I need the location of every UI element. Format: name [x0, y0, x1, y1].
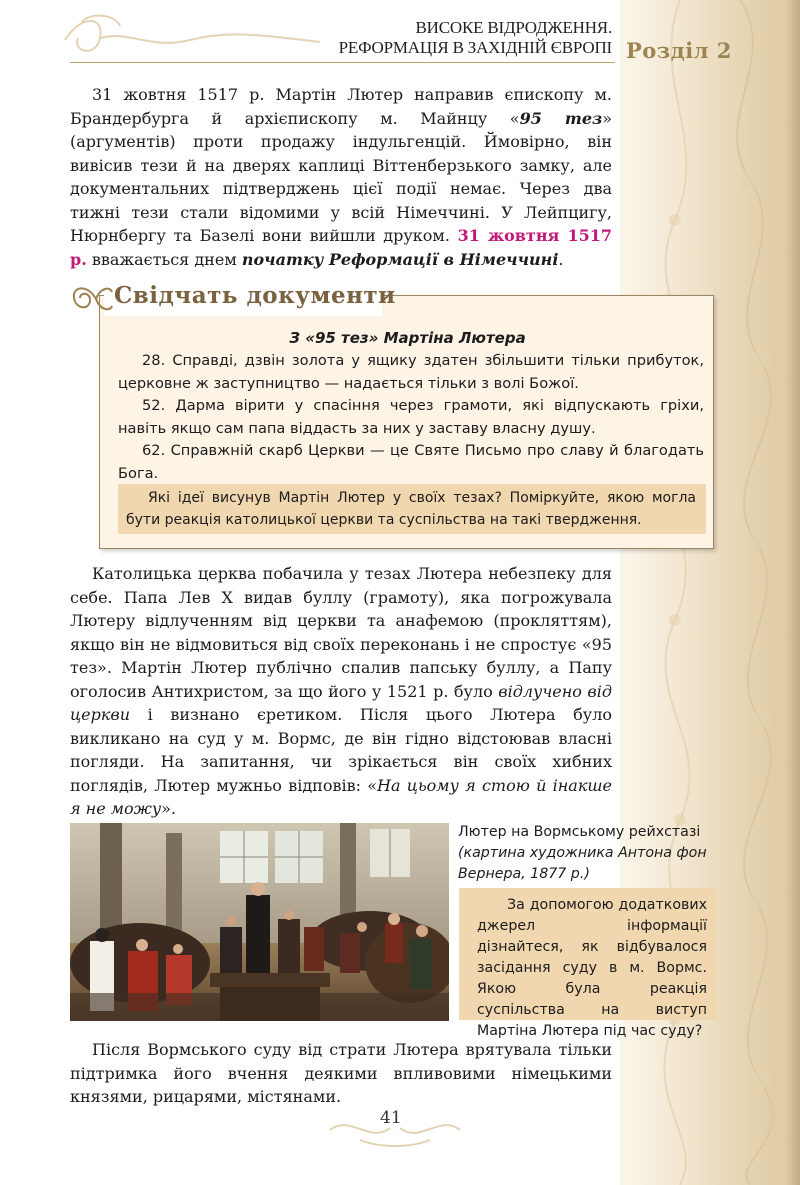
caption-title: Лютер на Вормському рейхстазі: [458, 824, 701, 840]
documents-heading: Свідчать документи: [114, 282, 396, 309]
section-title: [320, 18, 612, 58]
para1-text3: вважається днем: [86, 249, 242, 269]
paragraph-intro: [70, 83, 612, 271]
para2-text2: і визнано єретиком. Після цього Лютера було викликано на суд у м. Вормс, де він гідно відстоював власні погляди. На запитання, чи зрікається він своїх хибних поглядів, Лютер мужньо відповів: «: [70, 705, 612, 795]
section-title-line1: ВИСОКЕ ВІДРОДЖЕННЯ.: [415, 18, 612, 37]
paragraph-after-worms: [70, 1038, 612, 1109]
painting-caption: [458, 822, 728, 885]
para1-text4: .: [558, 249, 564, 269]
research-task-text: За допомогою додаткових джерел інформації дізнайтеся, як відбувалося засідання суду в м. Вормс. Якою була реакція суспільства на виступ Мартіна Лютера під час суду?: [477, 897, 707, 1039]
caption-artist: (картина художника Антона фон Вернера, 1877 р.): [458, 845, 707, 882]
theses-list: [118, 350, 704, 485]
question-box: [118, 484, 706, 534]
question-text: Які ідеї висунув Мартін Лютер у своїх тезах? Поміркуйте, якою могла бути реакція католицької церкви та суспільства на такі твердження.: [126, 490, 696, 528]
para2-text1: Католицька церква побачила у тезах Лютера небезпеку для себе. Папа Лев X видав буллу (грамоту), яка погрожувала Лютеру відлученням від церкви та анафемою (прокляттям), якщо він не відмовиться від своїх переконань і не спростує «95 тез». Мартін Лютер публічно спалив папську буллу, а Папу оголосив Антихристом, за що його у 1521 р. було: [70, 564, 612, 701]
document-title: З «95 тез» Мартіна Лютера: [289, 329, 526, 347]
para1-theses-term: 95 тез: [519, 108, 603, 128]
paragraph-church-reaction: [70, 562, 612, 821]
chapter-label: Розділ 2: [626, 38, 732, 63]
para1-reformation-term: початку Реформації в Німеччині: [241, 249, 559, 269]
thesis-item: 52. Дарма вірити у спасіння через грамоти, які відпускають гріхи, навіть якщо сам папа віддасть за них у заставу власну душу.: [118, 397, 704, 437]
research-task-box: [459, 888, 717, 1039]
para2-excommunicated: відлучено від церкви: [70, 681, 612, 724]
section-title-line2: РЕФОРМАЦІЯ В ЗАХІДНІЙ ЄВРОПІ: [338, 38, 612, 57]
para2-quote: На цьому я стою й інакше я не можу: [70, 775, 612, 818]
thesis-item: 62. Справжній скарб Церкви — це Святе Письмо про славу й благодать Бога.: [118, 442, 704, 482]
painting-luther-worms: [70, 823, 449, 1021]
page-number: 41: [380, 1108, 402, 1128]
para1-date-highlight: 31 жовтня 1517 р.: [70, 226, 612, 269]
para1-text2: » (аргументів) проти продажу індульгенцій. Ймовірно, він вивісив тези й на дверях каплиці Віттенберзького замку, але документальних підтверджень цієї події немає. Через два тижні тези стали відомими у всій Німеччині. У Лейпцигу, Нюрнбергу та Базелі вони вийшли друком.: [70, 108, 612, 245]
para2-text3: ».: [161, 799, 177, 818]
para3-text: Після Вормського суду від страти Лютера врятувала тільки підтримка його вчення деякими впливовими німецькими князями, рицарями, містянами.: [70, 1040, 612, 1106]
thesis-item: 28. Справді, дзвін золота у ящику здатен збільшити тільки прибуток, церковне ж заступництво — надається тільки з волі Божої.: [118, 352, 704, 392]
para1-text1: 31 жовтня 1517 р. Мартін Лютер направив єпископу м. Брандербурга й архієпископу м. Майнцу «: [70, 85, 612, 128]
header-rule: [70, 62, 615, 63]
